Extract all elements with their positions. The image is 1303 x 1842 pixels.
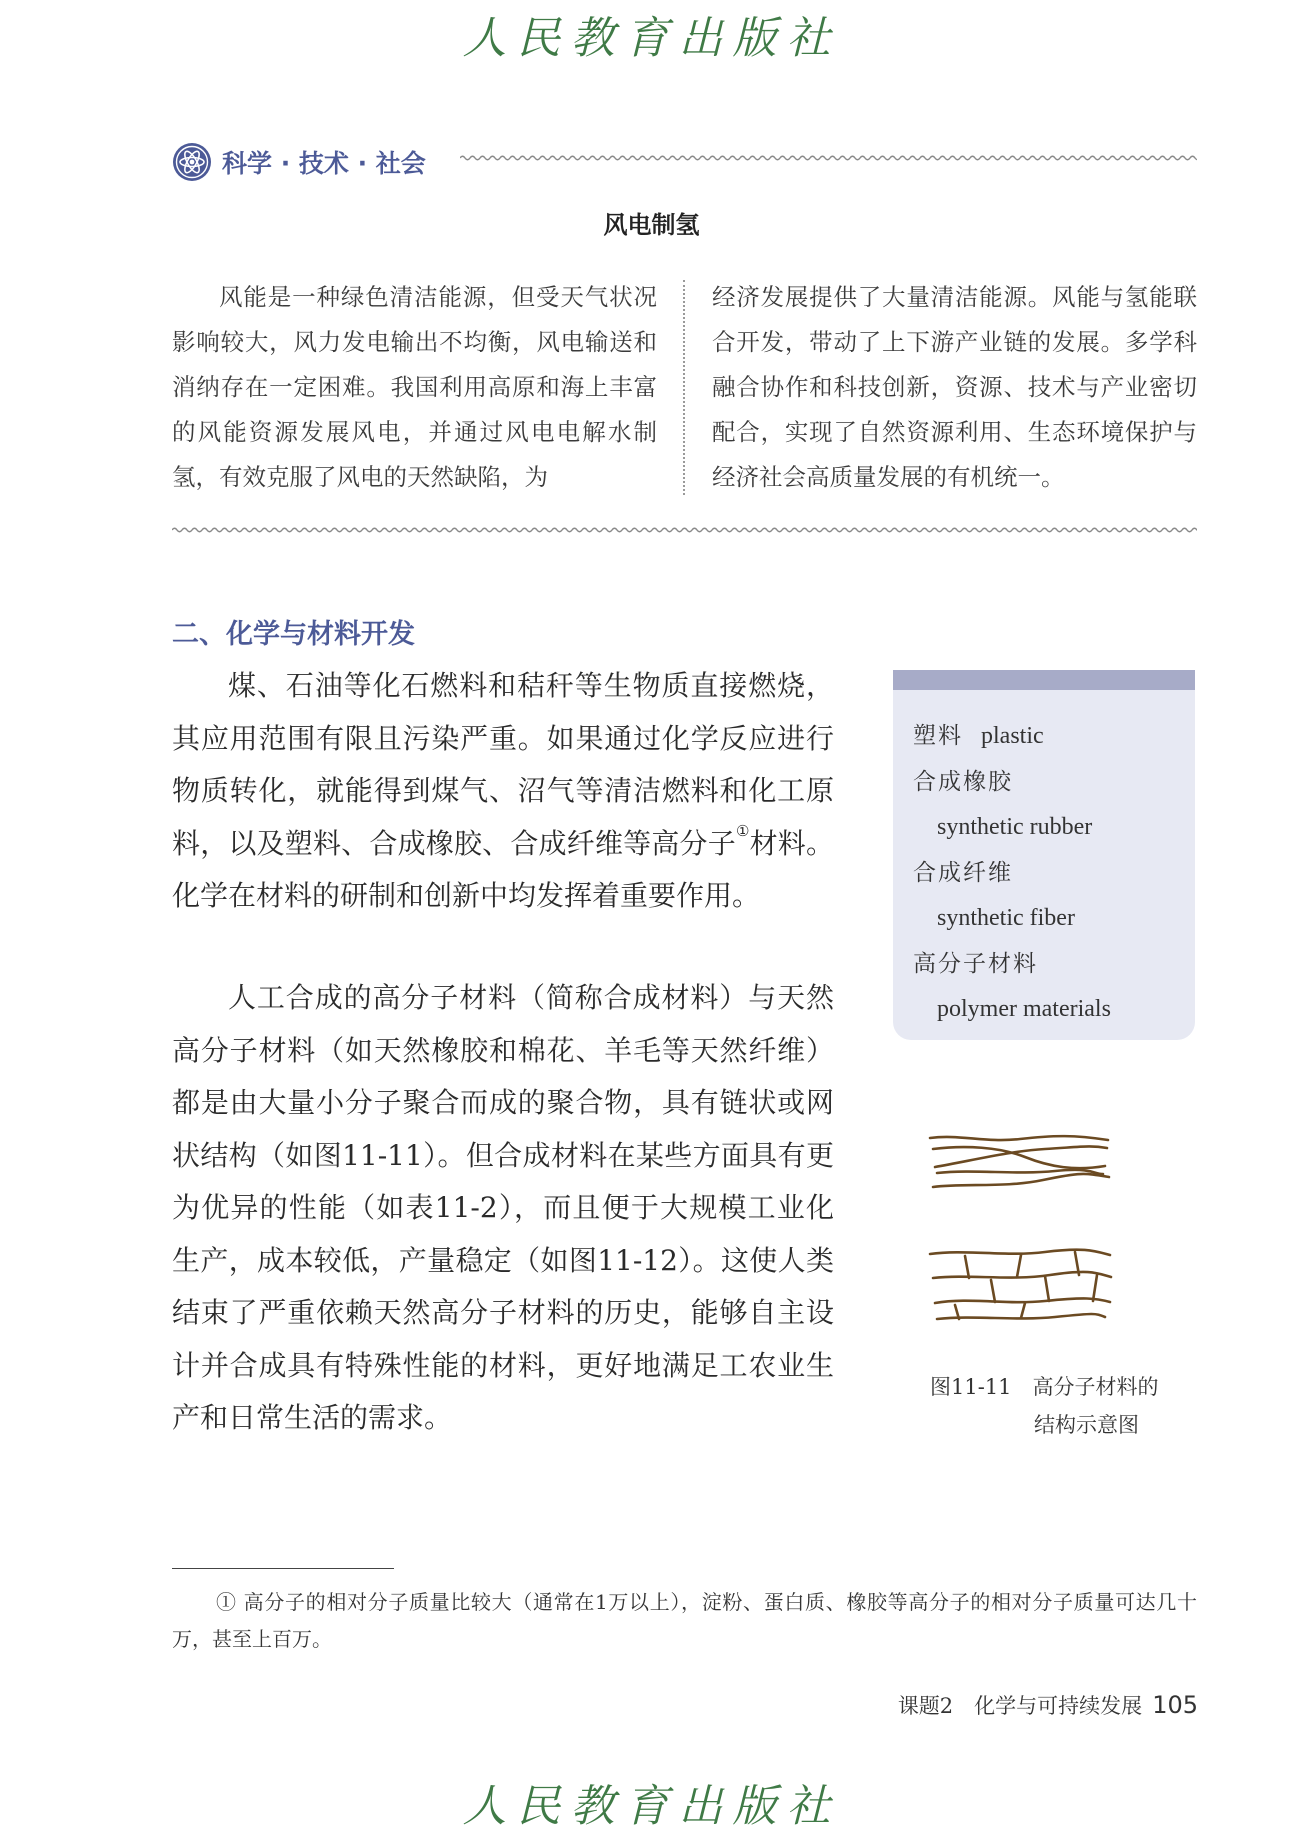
- linear-chain-structure: [930, 1136, 1109, 1187]
- vocab-term-cn: 高分子材料: [913, 950, 1038, 977]
- figure-caption-line-1: 图11-11 高分子材料的: [930, 1375, 1159, 1399]
- column-divider: [683, 280, 685, 495]
- vocab-term-cn: 合成纤维: [913, 859, 1013, 886]
- publisher-watermark-bottom: 人民教育出版社: [462, 1781, 841, 1832]
- publisher-watermark-top: 人民教育出版社: [462, 13, 841, 64]
- paragraph-1-part-a: 煤、石油等化石燃料和秸秆等生物质直接燃烧，其应用范围有限且污染严重。如果通过化学反应进行物质转化，就能得到煤气、沼气等清洁燃料和化工原料，以及塑料、合成橡胶、合成纤维等高分子: [172, 669, 834, 860]
- wavy-divider-top: [460, 152, 1197, 164]
- sts-left-column: 风能是一种绿色清洁能源，但受天气状况影响较大，风力发电输出不均衡，风电输送和消纳存在一定困难。我国利用高原和海上丰富的风能资源发展风电，并通过风电电解水制氢，有效克服了风电的天然缺陷，为: [172, 283, 657, 491]
- page-footer: [898, 1690, 1198, 1720]
- figure-caption-line-2: 结构示意图: [1034, 1413, 1139, 1437]
- vocabulary-list: [913, 714, 1183, 1033]
- vocab-term-en: synthetic rubber: [937, 814, 1093, 840]
- vocabulary-sidebar: [893, 670, 1195, 1040]
- paragraph-1-part-b: 材料。化学在材料的研制和创新中均发挥着重要作用。: [172, 826, 834, 912]
- sts-right-column: 经济发展提供了大量清洁能源。风能与氢能联合开发，带动了上下游产业链的发展。多学科融合协作和科技创新，资源、技术与产业密切配合，实现了自然资源利用、生态环境保护与经济社会高质量发展的有机统一。: [712, 283, 1197, 491]
- polymer-structure-figure: [925, 1125, 1145, 1350]
- sts-box-header: [172, 138, 1197, 188]
- paragraph-1: [172, 660, 834, 923]
- paragraph-2: 人工合成的高分子材料（简称合成材料）与天然高分子材料（如天然橡胶和棉花、羊毛等天然纤维）都是由大量小分子聚合而成的聚合物，具有链状或网状结构（如图11-11）。但合成材料在某些方面具有更为优异的性能（如表11-2），而且便于大规模工业化生产，成本较低，产量稳定（如图11-12）。这使人类结束了严重依赖天然高分子材料的历史，能够自主设计并合成具有特殊性能的材料，更好地满足工农业生产和日常生活的需求。: [172, 981, 834, 1434]
- page-number: 105: [1152, 1691, 1198, 1719]
- footnote: ① 高分子的相对分子质量比较大（通常在1万以上），淀粉、蛋白质、橡胶等高分子的相对分子质量可达几十万，甚至上百万。: [172, 1590, 1197, 1651]
- vocab-term-cn: 塑料 plastic: [913, 723, 1044, 749]
- atom-icon: [172, 142, 212, 182]
- sts-box-title: 风电制氢: [603, 210, 700, 239]
- chapter-title: 课题2 化学与可持续发展: [897, 1694, 1143, 1718]
- network-structure: [930, 1250, 1111, 1319]
- vocab-term-en: synthetic fiber: [937, 905, 1075, 931]
- sts-box-label: 科学 · 技术 · 社会: [222, 149, 426, 178]
- section-heading: 二、化学与材料开发: [172, 619, 415, 650]
- vocab-term-en: plastic: [981, 723, 1044, 749]
- footnote-rule: [172, 1568, 394, 1569]
- figure-caption: [930, 1368, 1190, 1444]
- vocab-term-cn: 合成橡胶: [913, 768, 1013, 795]
- vocab-term-en: polymer materials: [937, 996, 1111, 1022]
- vocabulary-sidebar-bar: [893, 670, 1195, 690]
- wavy-divider-bottom: [172, 524, 1197, 536]
- footnote-marker[interactable]: ①: [735, 821, 750, 840]
